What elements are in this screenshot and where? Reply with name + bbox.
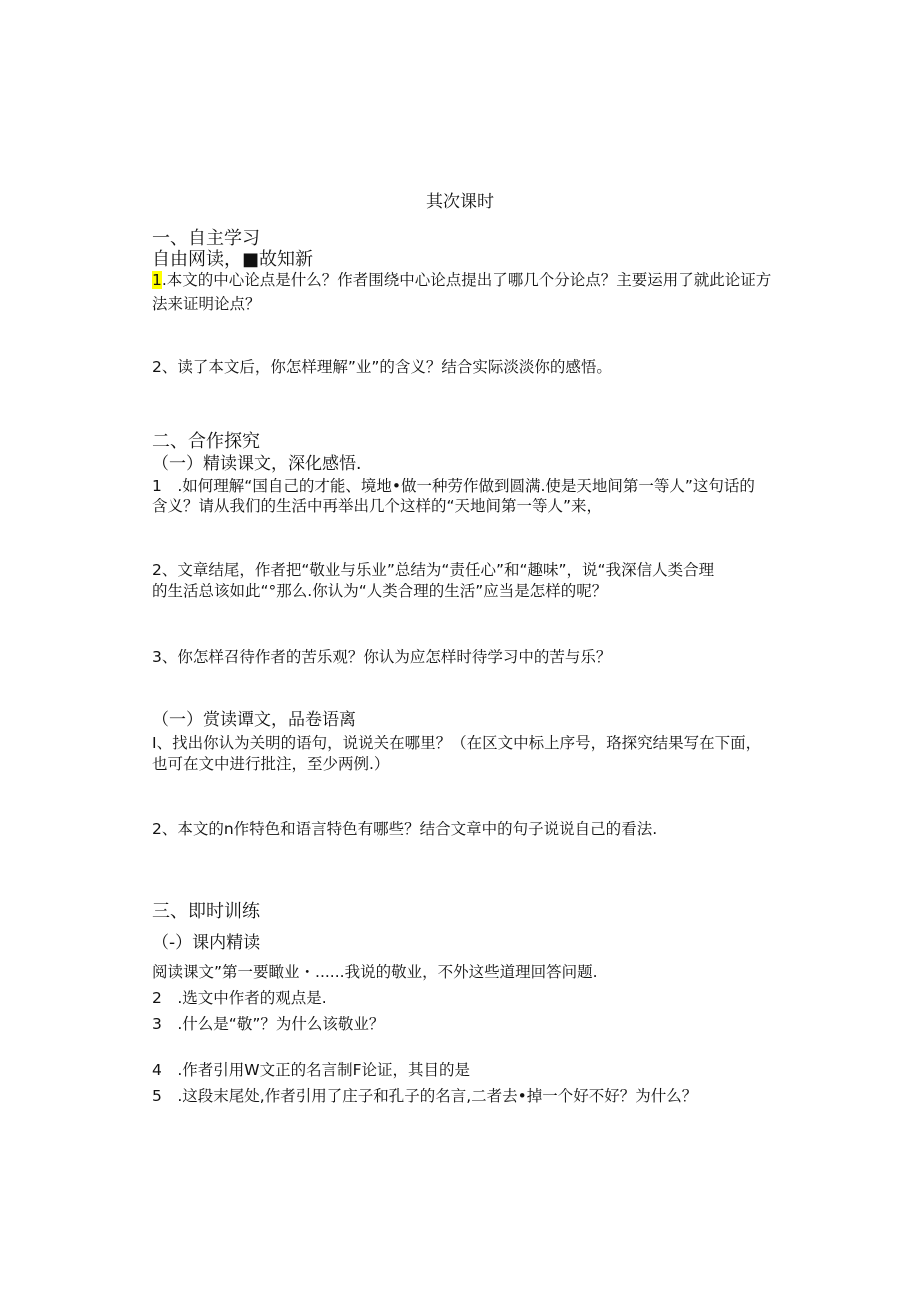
- section1-subheading: 自由网读，■故知新: [152, 249, 314, 270]
- section3-question-4: 4 .作者引用W文正的名言制F论证，其目的是: [152, 1061, 471, 1079]
- section2-question-3: 3、你怎样召待作者的苦乐观？你认为应怎样时待学习中的苦与乐？: [152, 648, 612, 666]
- section3-question-3: 3 .什么是“敬”？为什么该敬业？: [152, 1015, 385, 1033]
- section2-heading: 二、合作探究: [152, 431, 260, 452]
- section1-question-2: 2、读了本文后，你怎样理解”业”的含义？结合实际淡淡你的感悟。: [152, 358, 612, 376]
- page-title: 其次课时: [426, 192, 494, 212]
- highlight-mark: 1: [152, 271, 162, 289]
- section1-question-1-line1: 1.本文的中心论点是什么？作者围绕中心论点提出了哪几个分论点？主要运用了就此论证方: [152, 271, 772, 289]
- section3-question-5: 5 .这段末尾处,作者引用了庄子和孔子的名言,二者去•掉一个好不好？为什么？: [152, 1087, 698, 1105]
- section2-question-4-line2: 也可在文中进行批注，至少两例.）: [152, 755, 390, 773]
- section3-heading: 三、即时训练: [152, 901, 260, 922]
- section2-subheading-2: （一）赏读谭文，品卷语离: [152, 710, 356, 730]
- section3-intro: 阅读课文”第一要瞰业・......我说的敬业，不外这些道理回答问题.: [152, 963, 598, 981]
- section2-question-5: 2、本文的n作特色和语言特色有哪些？结合文章中的句子说说自己的看法.: [152, 820, 658, 838]
- section1-question-1-line2: 法来证明论点？: [152, 295, 261, 313]
- section2-question-1-line1: 1 .如何理解“国自己的才能、境地•做一种劳作做到圆满.使是天地间第一等人”这句话的: [152, 477, 755, 495]
- section2-question-1-line2: 含义？请从我们的生活中再举出几个这样的“天地间第一等人”来，: [152, 497, 603, 515]
- section2-question-4-line1: I、找出你认为关明的语句，说说关在哪里？（在区文中标上序号，珞探究结果写在下面，: [152, 734, 762, 752]
- section1-heading: 一、自主学习: [152, 228, 260, 249]
- section2-question-2-line2: 的生活总该如此“°那么.你认为“人类合理的生活”应当是怎样的呢？: [152, 582, 608, 600]
- section2-question-2-line1: 2、文章结尾，作者把“敬业与乐业”总结为“责任心”和“趣味”，说“我深信人类合理: [152, 561, 715, 579]
- section3-question-2: 2 .选文中作者的观点是.: [152, 989, 327, 1007]
- section2-subheading-1: （一）精读课文，深化感悟.: [152, 454, 362, 474]
- section3-subheading: （-）课内精读: [152, 933, 261, 953]
